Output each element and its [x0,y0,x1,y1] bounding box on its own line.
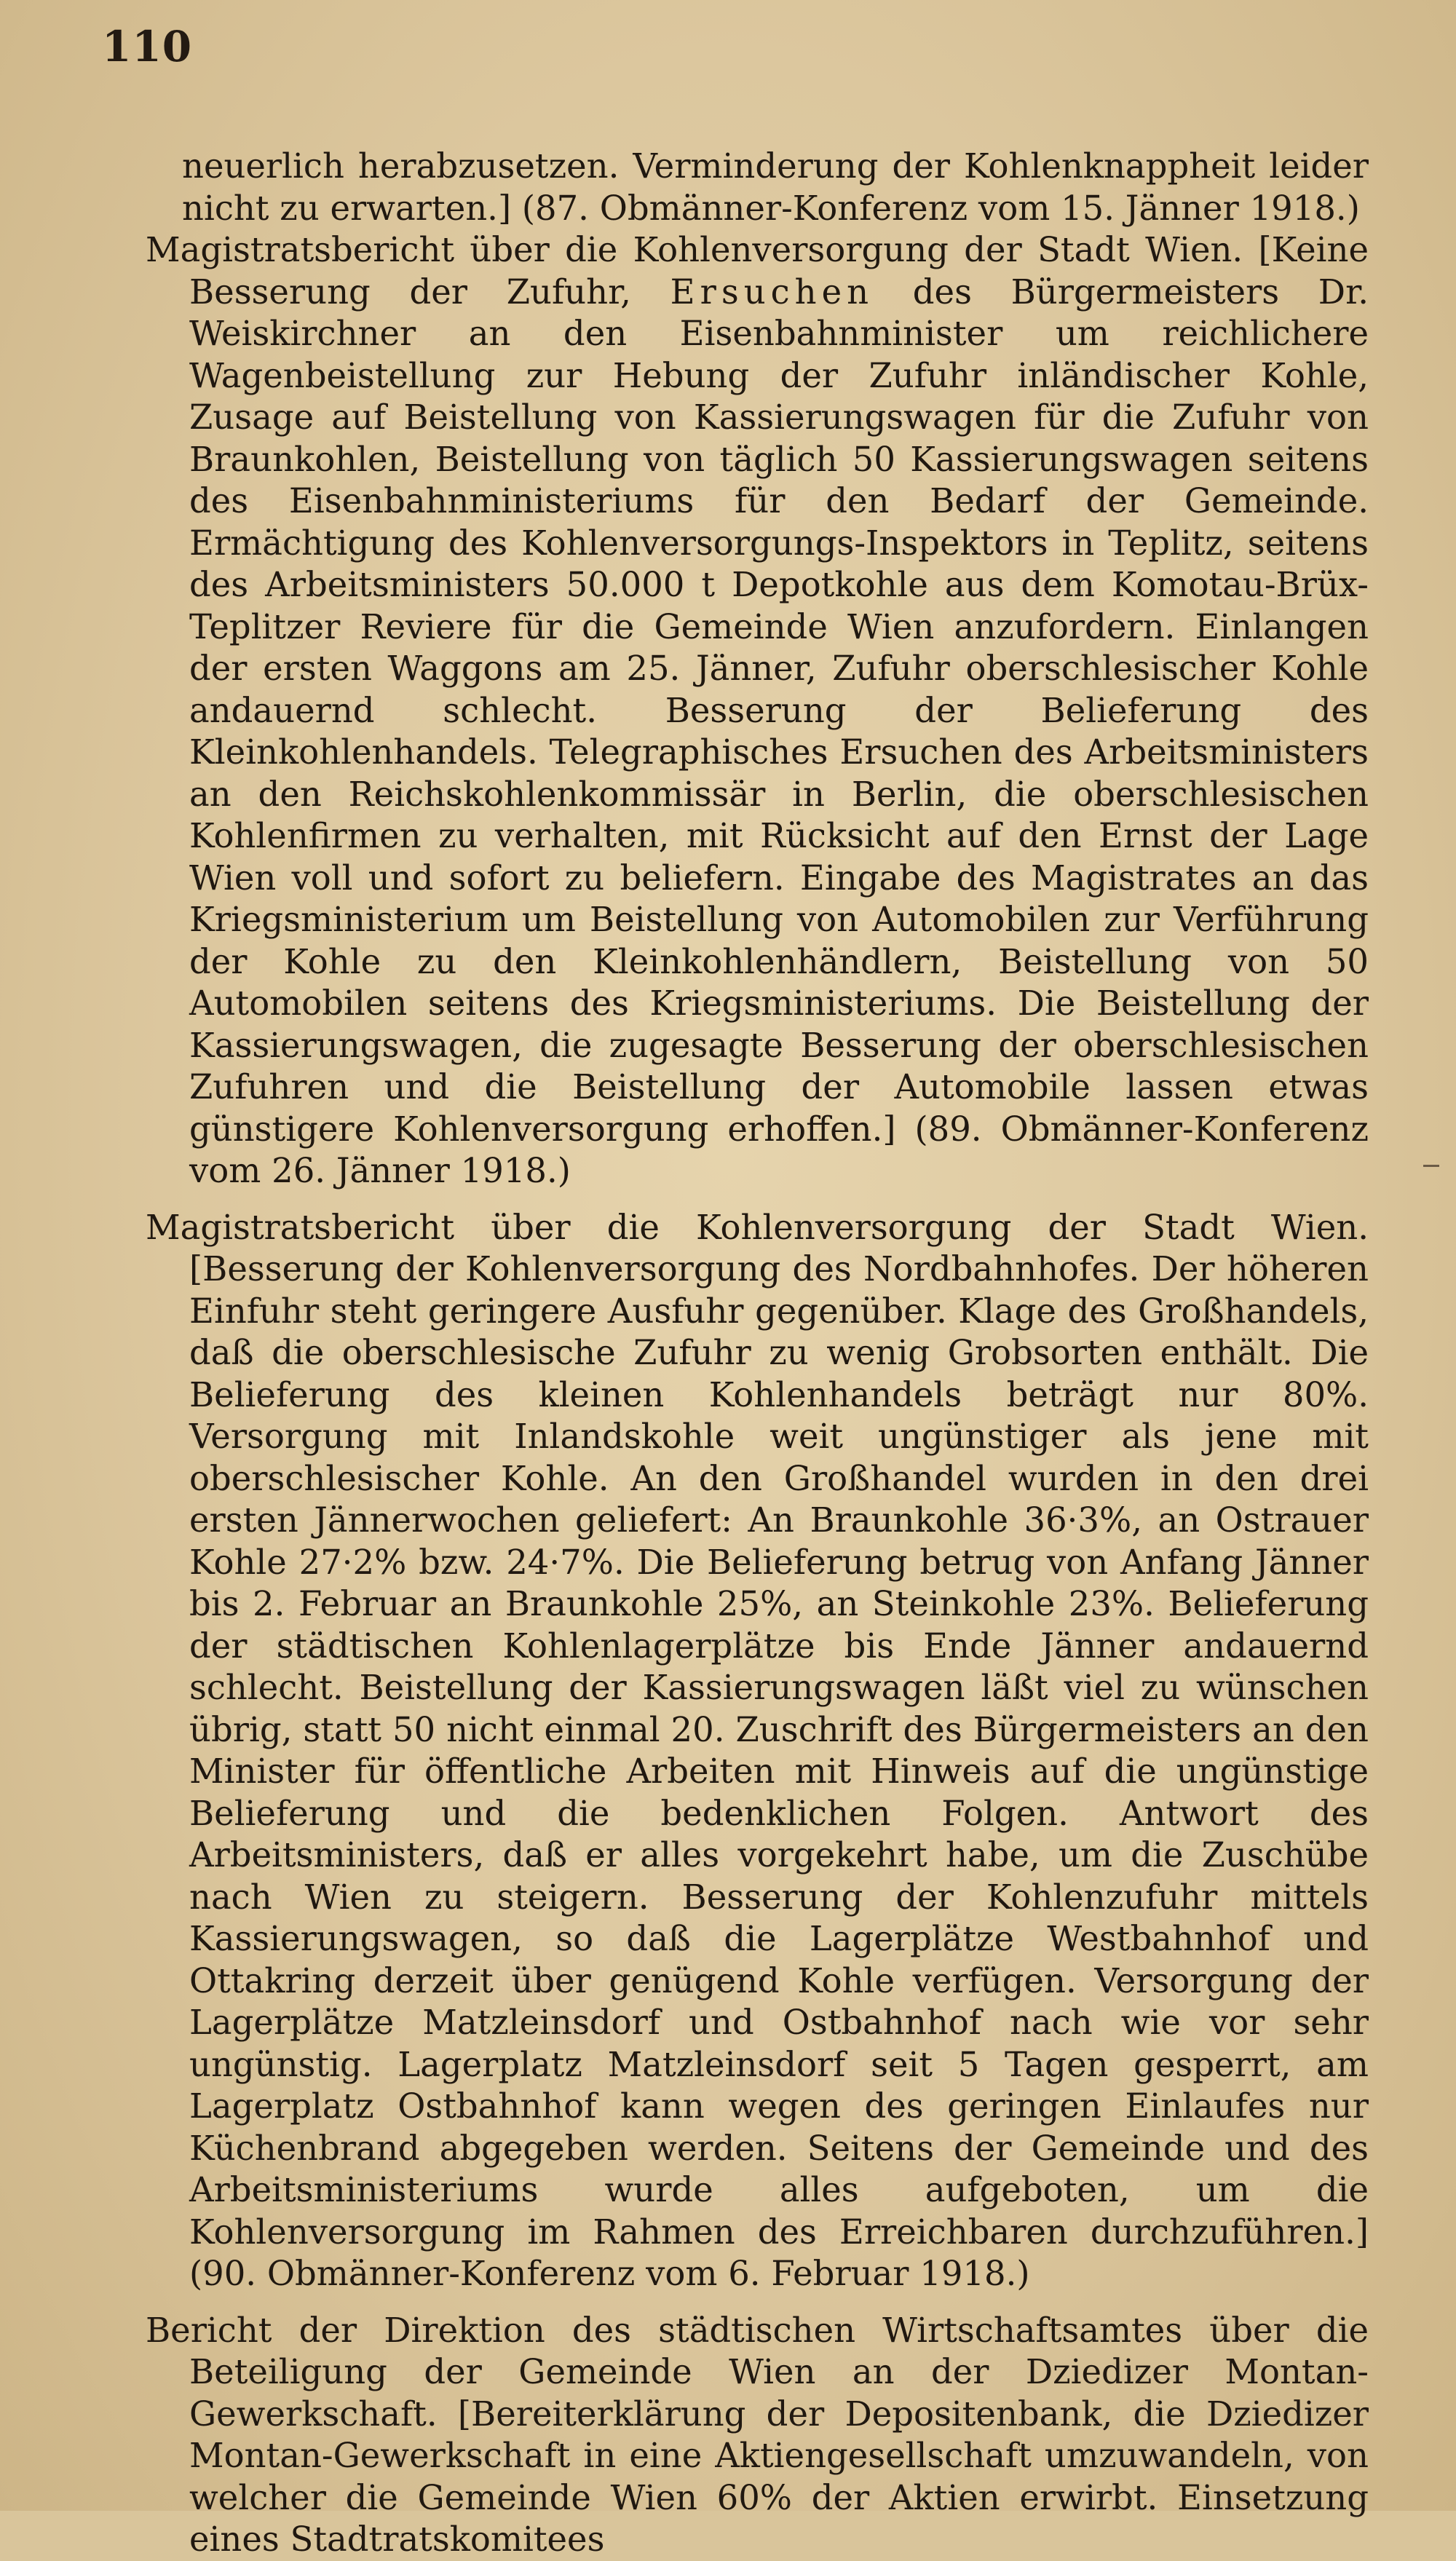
entry-text-end: des Bürgermeisters Dr. Weiskirchner an den Eisenbahnminister um reichlichere Wagenbeistellung zur Hebung der Zufuhr inländischer Kohle, Zusage auf Beistellung von Kassierungswagen für die Zufuhr von Braunkohlen, Beistellung von täglich 50 Kassierungswagen seitens des Eisenbahnministeriums für den Bedarf der Gemeinde. Ermächtigung des Kohlenversorgungs-Inspektors in Teplitz, seitens des Arbeitsministers 50.000 t Depotkohle aus dem Komotau-Brüx-Teplitzer Reviere für die Gemeinde Wien anzufordern. Einlangen der ersten Waggons am 25. Jänner, Zufuhr oberschlesischer Kohle andauernd schlecht. Besserung der Belieferung des Kleinkohlenhandels. Telegraphisches Ersuchen des Arbeitsministers an den Reichskohlenkommissär in Berlin, die oberschlesischen Kohlenfirmen zu verhalten, mit Rücksicht auf den Ernst der Lage Wien voll und sofort zu beliefern. Eingabe des Magistrates an das Kriegsministerium um Beistellung von Automobilen zur Verführung der Kohle zu den Kleinkohlenhändlern, Beistellung von 50 Automobilen seitens des Kriegsministeriums. Die Beistellung der Kassierungswagen, die zugesagte Besserung der oberschlesischen Zufuhren und die Beistellung der Automobile lassen etwas günstigere Kohlenversorgung erhoffen.] (89. Obmänner-Konferenz vom 26. Jänner 1918.) [189,272,1369,1190]
page-number: 110 [102,22,193,71]
entry-dziedizer-montan: Bericht der Direktion des städtischen Wirtschaftsamtes über die Beteiligung der Gemeinde Wien an der Dziedizer Montan-Gewerkschaft. [Bereiterklärung der Depositenbank, die Dziedizer Montan-Gewerkschaft in eine Aktiengesellschaft umzuwandeln, von welcher die Gemeinde Wien 60% der Aktien erwirbt. Einsetzung eines Stadtratskomitees [146,2310,1369,2559]
entry-text-start: Magistratsbericht über die Kohlenversorgung der Stadt Wien. [Keine Besserung der Zufuhr, [146,230,1369,312]
page-body [146,146,1369,2561]
entry-kohlenversorgung-januar [146,229,1369,1192]
entry-kohlenversorgung-februar: Magistratsbericht über die Kohlenversorgung der Stadt Wien. [Besserung der Kohlenversorgung des Nordbahnhofes. Der höheren Einfuhr steht geringere Ausfuhr gegenüber. Klage des Großhandels, daß die oberschlesische Zufuhr zu wenig Grobsorten enthält. Die Belieferung des kleinen Kohlenhandels beträgt nur 80%. Versorgung mit Inlandskohle weit ungünstiger als jene mit oberschlesischer Kohle. An den Großhandel wurden in den drei ersten Jännerwochen geliefert: An Braunkohle 36·3%, an Ostrauer Kohle 27·2% bzw. 24·7%. Die Belieferung betrug von Anfang Jänner bis 2. Februar an Braunkohle 25%, an Steinkohle 23%. Belieferung der städtischen Kohlenlagerplätze bis Ende Jänner andauernd schlecht. Beistellung der Kassierungswagen läßt viel zu wünschen übrig, statt 50 nicht einmal 20. Zuschrift des Bürgermeisters an den Minister für öffentliche Arbeiten mit Hinweis auf die ungünstige Belieferung und die bedenklichen Folgen. Antwort des Arbeitsministers, daß er alles vorgekehrt habe, um die Zuschübe nach Wien zu steigern. Besserung der Kohlenzufuhr mittels Kassierungswagen, so daß die Lagerplätze Westbahnhof und Ottakring derzeit über genügend Kohle verfügen. Versorgung der Lagerplätze Matzleinsdorf und Ostbahnhof nach wie vor sehr ungünstig. Lagerplatz Matzleinsdorf seit 5 Tagen gesperrt, am Lagerplatz Ostbahnhof kann wegen des geringen Einlaufes nur Küchenbrand abgegeben werden. Seitens der Gemeinde und des Arbeitsministeriums wurde alles aufgeboten, um die Kohlenversorgung im Rahmen des Erreichbaren durchzuführen.] (90. Obmänner-Konferenz vom 6. Februar 1918.) [146,1207,1369,2293]
spaced-word: Ersuchen [670,272,874,312]
paragraph-continuation: neuerlich herabzusetzen. Verminderung der Kohlenknappheit leider nicht zu erwarten.] (87. Obmänner-Konferenz vom 15. Jänner 1918.) [182,146,1369,228]
margin-mark [1423,1165,1439,1167]
